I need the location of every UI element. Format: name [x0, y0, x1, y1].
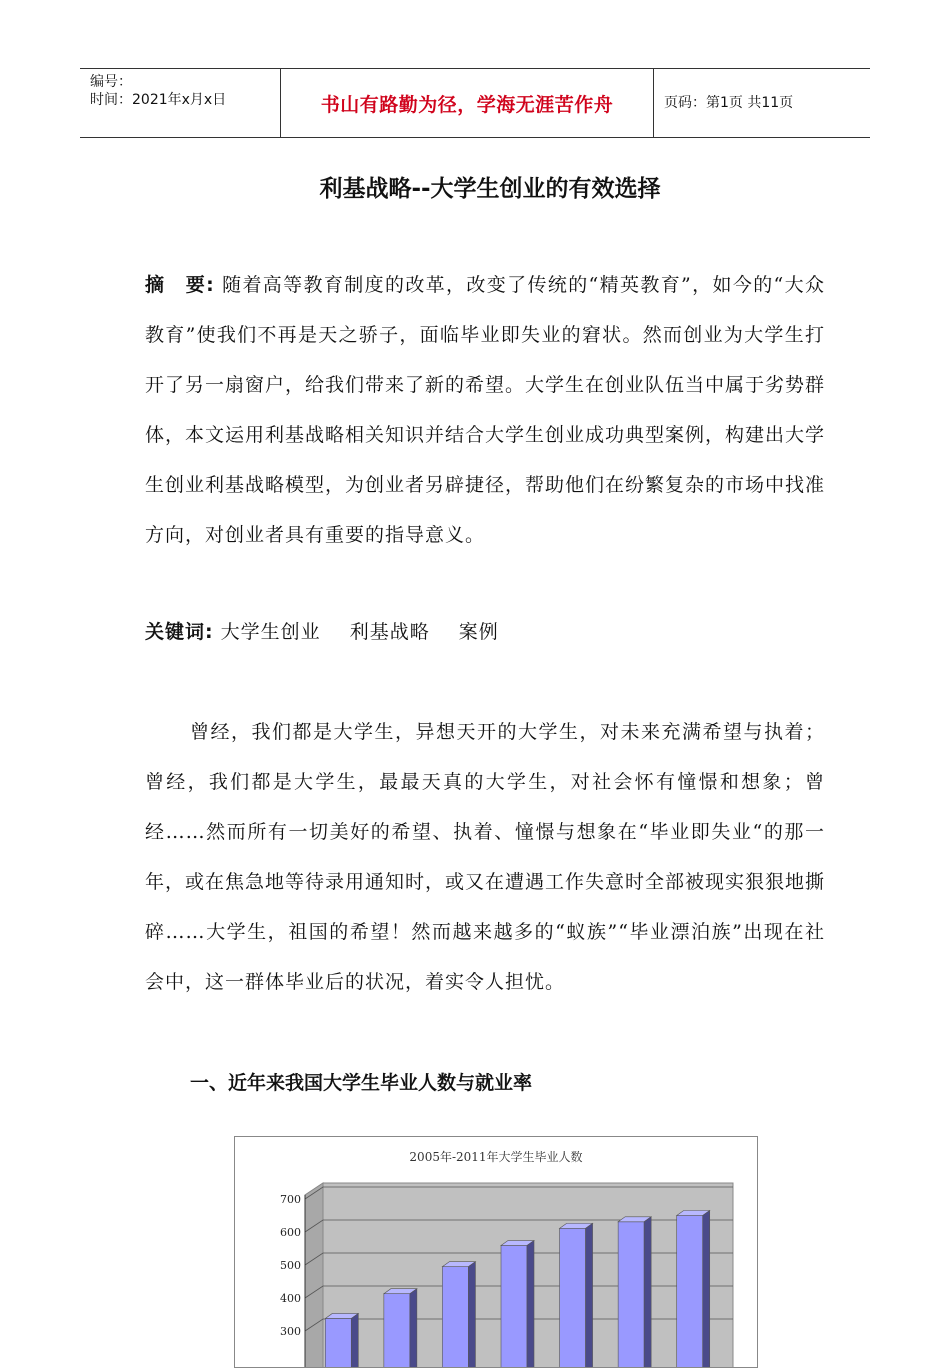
plot-side	[305, 1183, 323, 1367]
header-motto-cell	[281, 69, 654, 137]
time-label: 时间：2021年x月x日	[90, 92, 227, 108]
y-tick-label: 400	[280, 1292, 301, 1305]
header-page-cell	[654, 69, 870, 137]
bar-side	[410, 1289, 417, 1367]
bar	[677, 1216, 703, 1368]
bar-side	[527, 1241, 534, 1367]
header-meta-cell	[80, 69, 281, 137]
bar	[325, 1318, 351, 1367]
document-title: 利基战略--大学生创业的有效选择	[319, 176, 661, 202]
abstract-label: 摘 要:	[145, 274, 215, 296]
y-tick-label: 500	[280, 1259, 301, 1272]
bar-side	[586, 1223, 593, 1367]
keyword: 案例	[458, 621, 499, 643]
chart-title: 2005年-2011年大学生毕业人数	[409, 1150, 583, 1164]
keyword: 利基战略	[349, 621, 430, 643]
bar	[384, 1294, 410, 1367]
bar	[618, 1222, 644, 1367]
bar-side	[351, 1313, 358, 1367]
bar-side	[644, 1217, 651, 1367]
bar-side	[468, 1262, 475, 1367]
number-label: 编号：	[90, 74, 132, 90]
document-header	[80, 68, 870, 138]
chart-canvas	[235, 1137, 757, 1367]
abstract	[145, 260, 825, 560]
bar	[560, 1228, 586, 1367]
graduates-bar-chart	[234, 1136, 758, 1368]
motto: 书山有路勤为径，学海无涯苦作舟	[320, 93, 614, 116]
bar	[501, 1246, 527, 1367]
y-tick-label: 300	[280, 1325, 301, 1338]
keyword: 大学生创业	[220, 621, 321, 643]
keywords	[145, 607, 825, 657]
keywords-label: 关键词:	[145, 621, 214, 643]
abstract-text: 随着高等教育制度的改革，改变了传统的“精英教育”，如今的“大众教育”使我们不再是天之骄子，面临毕业即失业的窘状。然而创业为大学生打开了另一扇窗户，给我们带来了新的希望。大学生在创业队伍当中属于劣势群体，本文运用利基战略相关知识并结合大学生创业成功典型案例，构建出大学生创业利基战略模型，为创业者另辟捷径，帮助他们在纷繁复杂的市场中找准方向，对创业者具有重要的指导意义。	[145, 274, 826, 546]
y-tick-label: 600	[280, 1226, 301, 1239]
page-info: 页码：第1页 共11页	[664, 95, 794, 111]
y-tick-label: 700	[280, 1193, 301, 1206]
bar	[442, 1267, 468, 1367]
section-heading: 一、近年来我国大学生毕业人数与就业率	[190, 1072, 533, 1094]
intro-paragraph: 曾经，我们都是大学生，异想天开的大学生，对未来充满希望与执着；曾经，我们都是大学生，最最天真的大学生，对社会怀有憧憬和想象；曾经……然而所有一切美好的希望、执着、憧憬与想象在“毕业即失业“的那一年，或在焦急地等待录用通知时，或又在遭遇工作失意时全部被现实狠狠地撕碎……大学生，祖国的希望！然而越来越多的“蚁族”“毕业漂泊族”出现在社会中，这一群体毕业后的状况，着实令人担忧。	[145, 721, 826, 993]
